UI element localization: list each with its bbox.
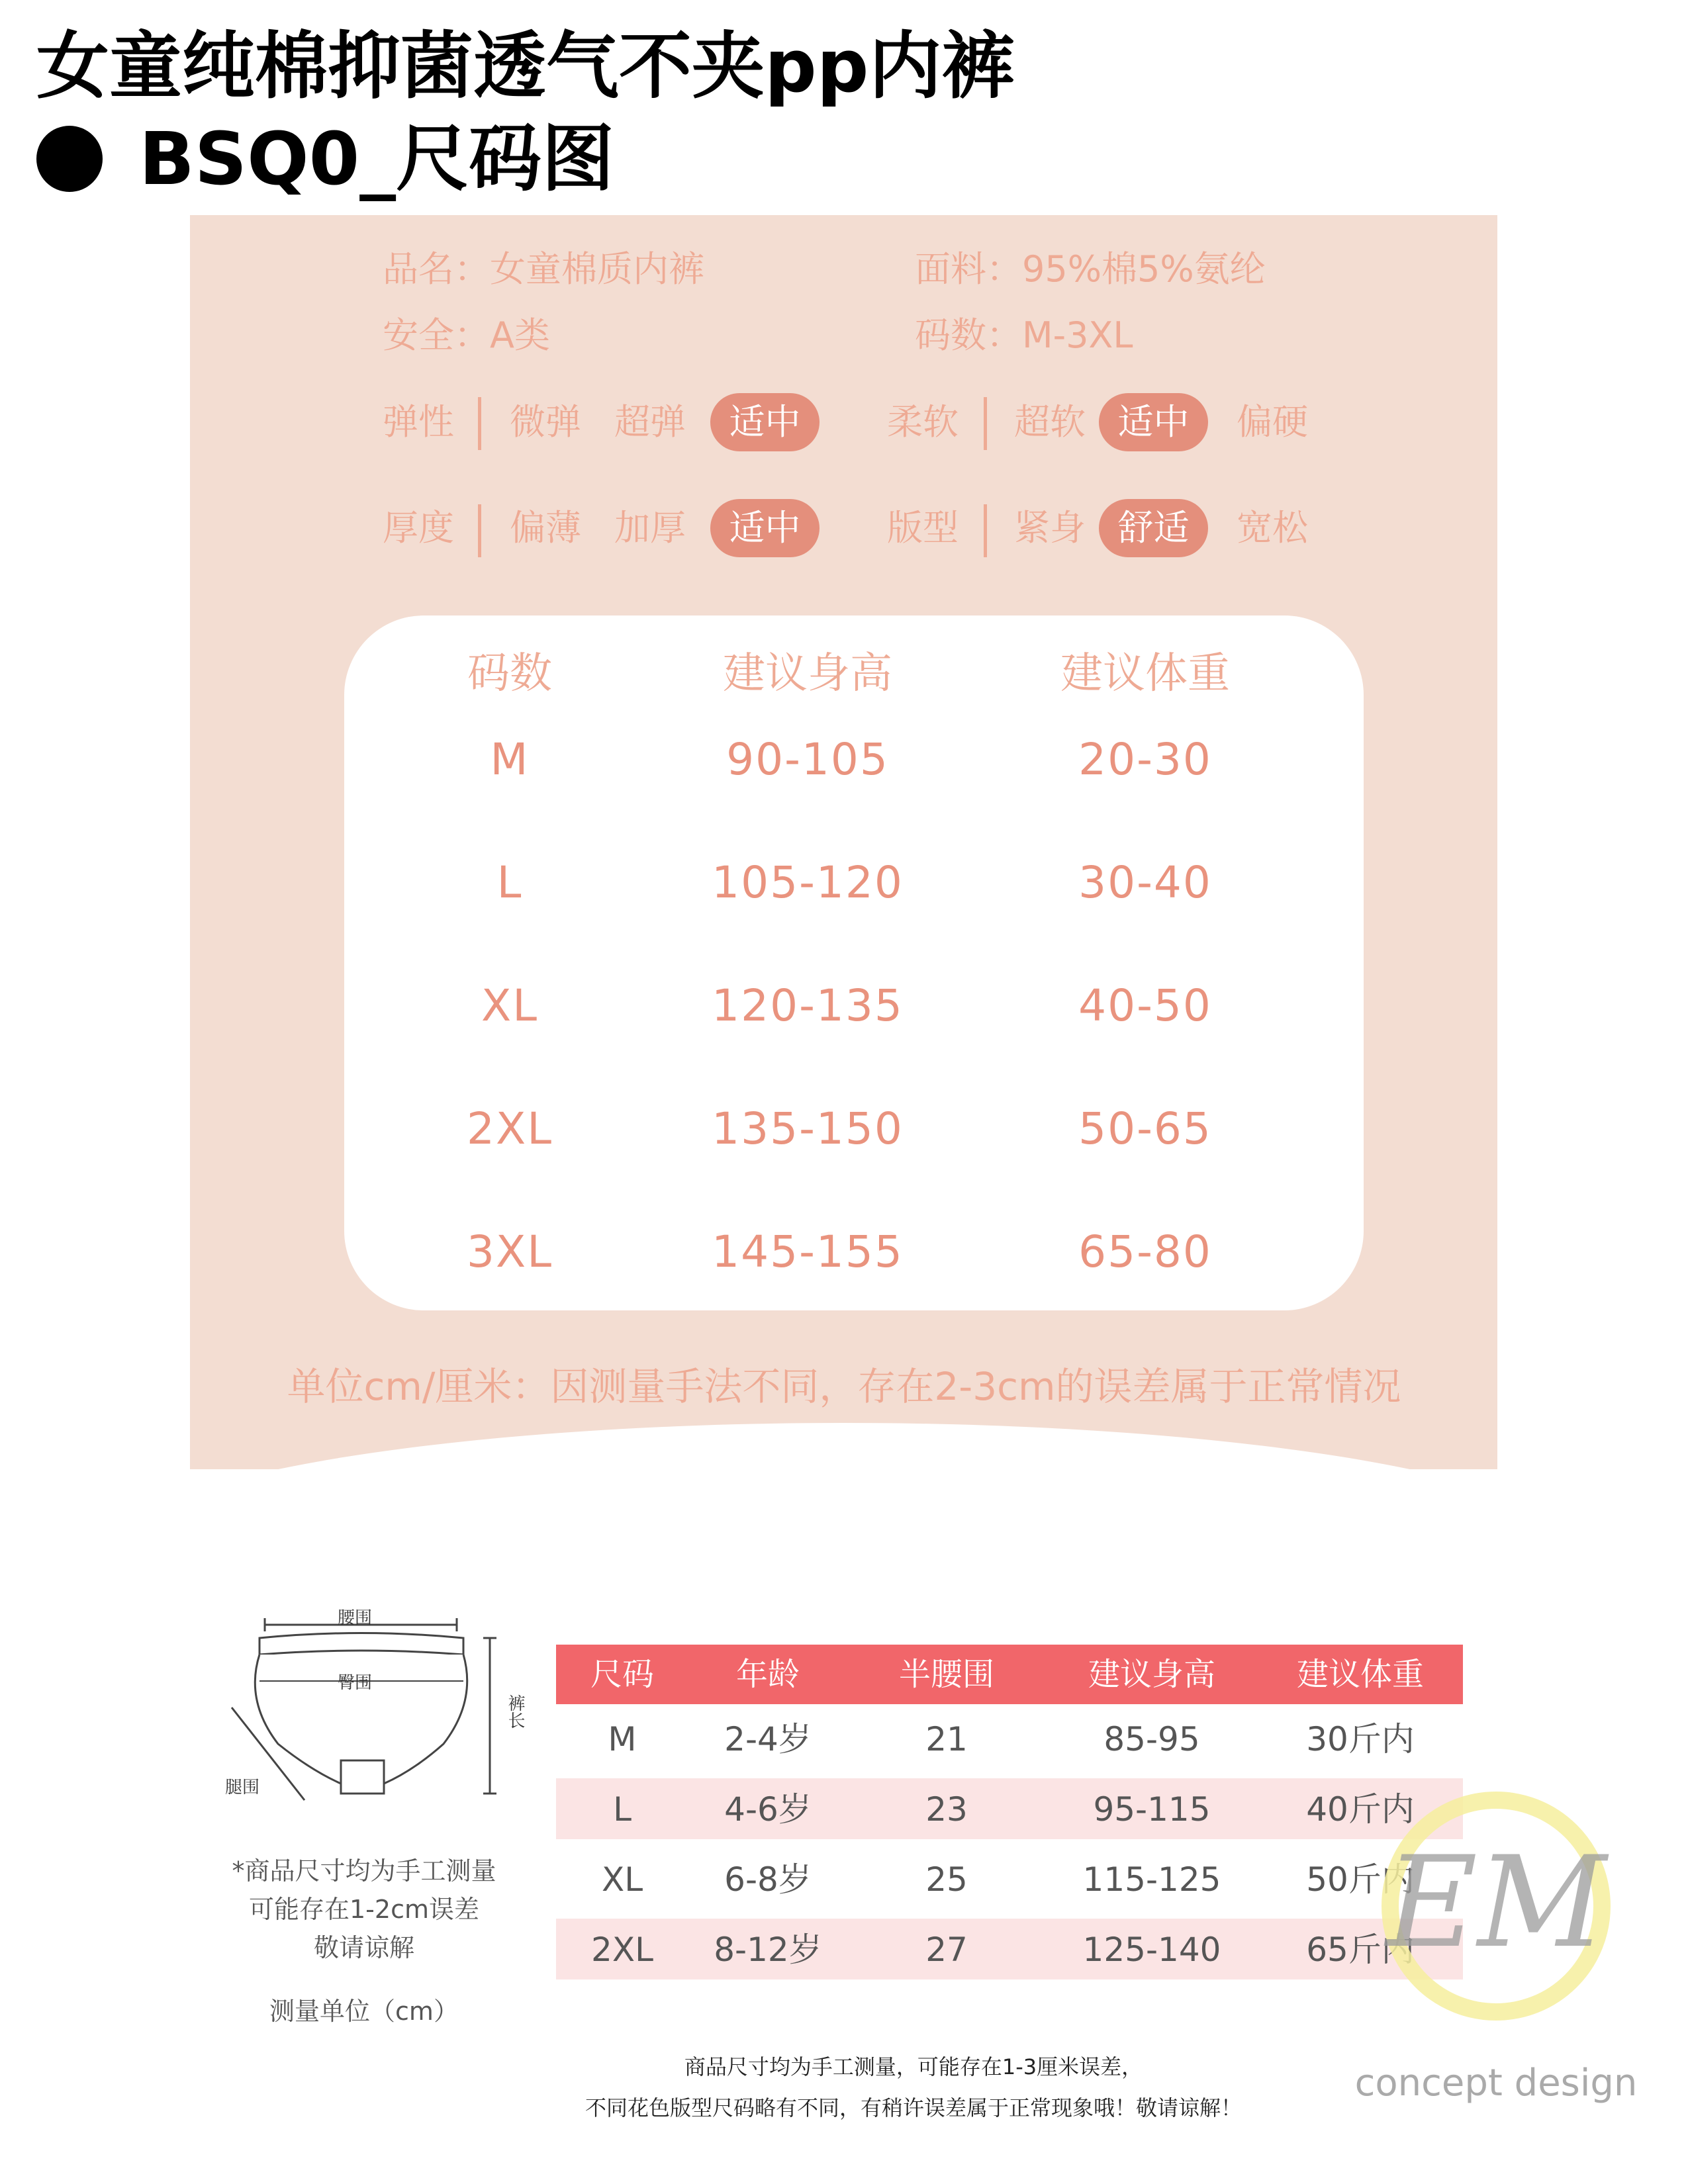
table-cell: L [613,1790,632,1829]
em-logo-icon [1364,1787,1628,2025]
card-height: 135-150 [712,1103,904,1154]
table-cell: XL [601,1860,643,1899]
card-height: 90-105 [726,734,889,785]
table-cell: 40斤内 [1306,1790,1415,1829]
footer-note-line2: 不同花色版型尺码略有不同，有稍许误差属于正常现象哦！敬请谅解！ [585,2095,1242,2120]
card-weight: 20-30 [1078,734,1212,785]
measure-unit: 测量单位（cm） [269,1997,459,2026]
table-cell: 21 [925,1720,968,1758]
unit-note: 单位cm/厘米：因测量手法不同，存在2-3cm的误差属于正常情况 [287,1364,1401,1409]
attr-option: 超弹 [614,401,686,443]
table-cell: 50斤内 [1306,1860,1415,1899]
product-fabric: 面料：95%棉5%氨纶 [915,248,1266,290]
diagram-note-line: *商品尺寸均为手工测量 [232,1856,496,1886]
attr-thickness-label: 厚度 [383,507,454,549]
table-cell: 2-4岁 [724,1720,812,1758]
bullet-icon [36,126,103,192]
card-height: 105-120 [712,857,904,908]
footer-note-line1: 商品尺寸均为手工测量，可能存在1-3厘米误差， [684,2054,1143,2079]
underwear-diagram [218,1602,523,1827]
attr-softness-label: 柔软 [887,401,959,443]
table-header: 年龄 [735,1656,800,1693]
attr-option-selected: 适中 [1099,393,1208,451]
attr-option: 加厚 [614,507,686,549]
table-cell: 65斤内 [1306,1931,1415,1969]
attr-option: 宽松 [1237,507,1308,549]
attr-option: 微弹 [510,401,581,443]
card-weight: 40-50 [1078,980,1212,1031]
table-cell: 2XL [591,1931,653,1969]
attr-option: 紧身 [1014,507,1086,549]
card-size: 2XL [467,1103,553,1154]
subtitle-text: BSQ0_尺码图 [139,116,615,201]
diagram-label-thigh: 腿围 [225,1778,260,1797]
size-card [344,615,1364,1310]
diagram-label-waist: 腰围 [338,1608,373,1628]
table-cell: 6-8岁 [724,1860,812,1899]
card-size: 3XL [467,1226,553,1277]
table-cell: 85-95 [1103,1720,1200,1758]
attr-option: 偏硬 [1237,401,1308,443]
product-sizes: 码数：M-3XL [915,314,1133,356]
diagram-label-hip: 臀围 [338,1673,373,1693]
divider [984,504,987,557]
card-height: 120-135 [712,980,904,1031]
table-cell: 25 [925,1860,968,1899]
table-cell: 27 [925,1931,968,1969]
table-cell: M [608,1720,637,1758]
table-header: 建议体重 [1296,1656,1424,1693]
attr-option: 偏薄 [510,507,581,549]
divider [478,504,481,557]
card-size: L [496,857,523,908]
attr-option-selected: 适中 [710,393,820,451]
table-cell: 23 [925,1790,968,1829]
card-size: XL [481,980,538,1031]
product-safety: 安全：A类 [383,314,550,356]
diagram-note-line: 可能存在1-2cm误差 [249,1895,479,1924]
card-weight: 30-40 [1078,857,1212,908]
product-name: 品名：女童棉质内裤 [383,248,704,290]
table-cell: 95-115 [1093,1790,1211,1829]
card-header: 建议身高 [723,649,892,698]
table-header: 建议身高 [1088,1656,1215,1693]
card-height: 145-155 [712,1226,904,1277]
logo-monogram: EM [1385,1829,1607,1976]
page-subtitle [36,113,614,205]
logo-tagline: concept design [1354,2062,1638,2105]
attr-option: 超软 [1014,401,1086,443]
page-title: 女童纯棉抑菌透气不夹pp内裤 [36,24,1015,109]
attr-option-selected: 适中 [710,499,820,557]
divider [984,397,987,450]
attr-fit-label: 版型 [887,507,959,549]
table-cell: 4-6岁 [724,1790,812,1829]
table-cell: 115-125 [1082,1860,1221,1899]
card-weight: 65-80 [1078,1226,1212,1277]
table-header: 半腰围 [898,1656,994,1693]
attr-elasticity-label: 弹性 [383,401,454,443]
table-cell: 125-140 [1082,1931,1221,1969]
card-header: 码数 [467,649,552,698]
table-header: 尺码 [590,1656,654,1693]
card-size: M [490,734,530,785]
card-header: 建议体重 [1060,649,1230,698]
divider [478,397,481,450]
attr-option-selected: 舒适 [1099,499,1208,557]
card-weight: 50-65 [1078,1103,1212,1154]
table-cell: 30斤内 [1306,1720,1415,1758]
diagram-note-line: 敬请谅解 [313,1933,414,1962]
diagram-label-length: 裤长 [505,1694,525,1729]
table-cell: 8-12岁 [714,1931,822,1969]
